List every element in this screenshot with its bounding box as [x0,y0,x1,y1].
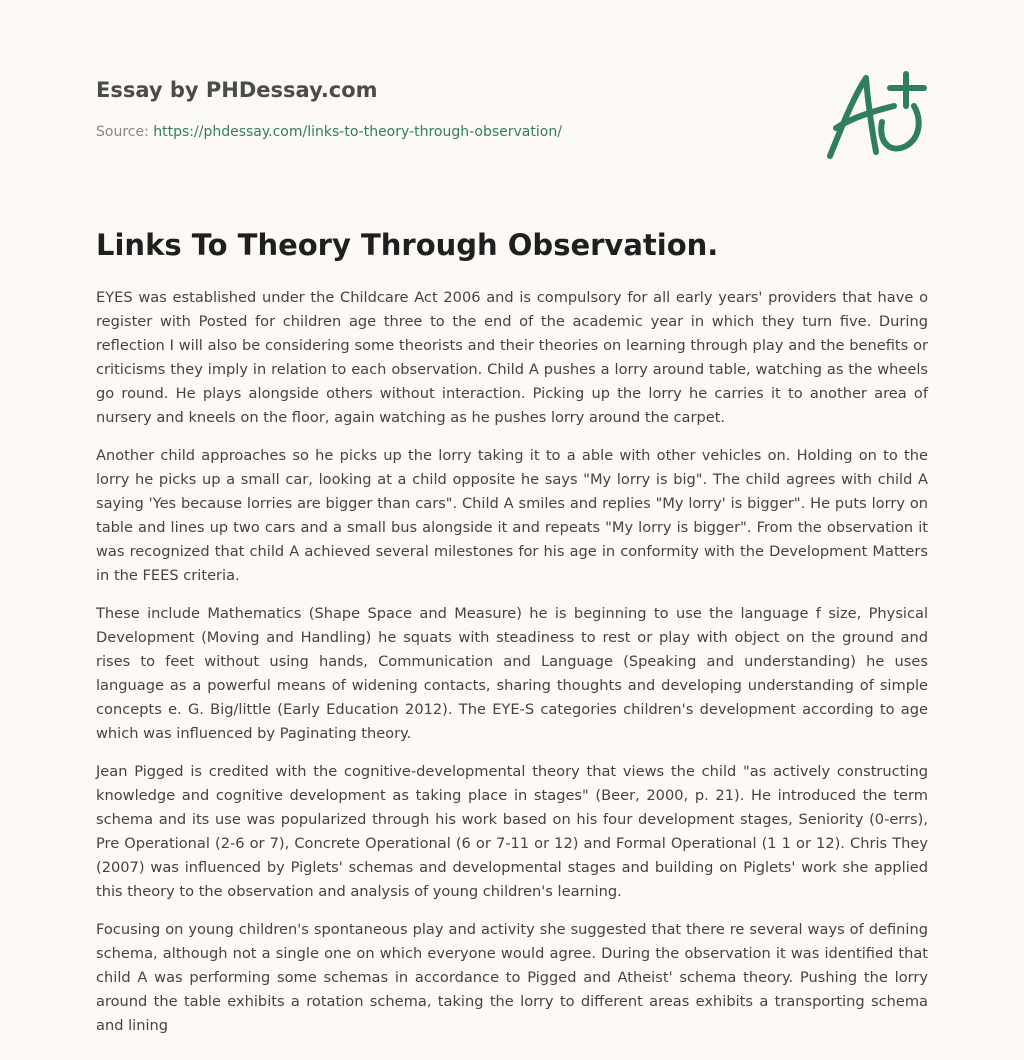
essay-body [96,286,928,1052]
source-label: Source: [96,124,149,140]
brand-title: Essay by PHDessay.com [96,78,378,102]
essay-paragraph: EYES was established under the Childcare Act 2006 and is compulsory for all early years' providers that have o register with Posted for children age three to the end of the academic year in which they turn five. During reflection I will also be considering some theorists and their theories on learning through play and the benefits or criticisms they imply in relation to each observation. Child A pushes a lorry around table, watching as the wheels go round. He plays alongside others without interaction. Picking up the lorry he carries it to another area of nursery and kneels on the floor, again watching as he pushes lorry around the carpet. [96,289,928,426]
essay-paragraph: Another child approaches so he picks up the lorry taking it to a able with other vehicles on. Holding on to the lorry he picks up a small car, looking at a child opposite he says "My lorry is big". The child agrees with child A saying 'Yes because lorries are bigger than cars". Child A smiles and replies "My lorry' is bigger". He puts lorry on table and lines up two cars and a small bus alongside it and repeats "My lorry is bigger". From the observation it was recognized that child A achieved several milestones for his age in conformity with the Development Matters in the FEES criteria. [96,447,928,584]
essay-paragraph: Jean Pigged is credited with the cognitive-developmental theory that views the child "as actively constructing knowledge and cognitive development as taking place in stages" (Beer, 2000, p. 21). He introduced the term schema and its use was popularized through his work based on his four development stages, Seniority (0-errs), Pre Operational (2-6 or 7), Concrete Operational (6 or 7-11 or 12) and Formal Operational (1 1 or 12). Chris They (2007) was influenced by Piglets' schemas and developmental stages and building on Piglets' work she applied this theory to the observation and analysis of young children's learning. [96,763,928,900]
essay-paragraph: These include Mathematics (Shape Space and Measure) he is beginning to use the language f size, Physical Development (Moving and Handling) he squats with steadiness to rest or play with object on the ground and rises to feet without using hands, Communication and Language (Speaking and understanding) he uses language as a powerful means of widening contacts, sharing thoughts and developing understanding of simple concepts e. G. Big/little (Early Education 2012). The EYE-S categories children's development according to age which was influenced by Paginating theory. [96,605,928,742]
source-line [96,122,796,142]
essay-paragraph: Focusing on young children's spontaneous play and activity she suggested that there re several ways of defining schema, although not a single one on which everyone would agree. During the observation it was identified that child A was performing some schemas in accordance to Pigged and Atheist' schema theory. Pushing the lorry around the table exhibits a rotation schema, taking the lorry to different areas exhibits a transporting schema and lining [96,921,928,1034]
source-link[interactable]: https://phdessay.com/links-to-theory-through-observation/ [153,124,562,140]
page-header [96,72,796,142]
a-plus-logo-icon [820,66,930,166]
essay-title: Links To Theory Through Observation. [96,228,719,262]
